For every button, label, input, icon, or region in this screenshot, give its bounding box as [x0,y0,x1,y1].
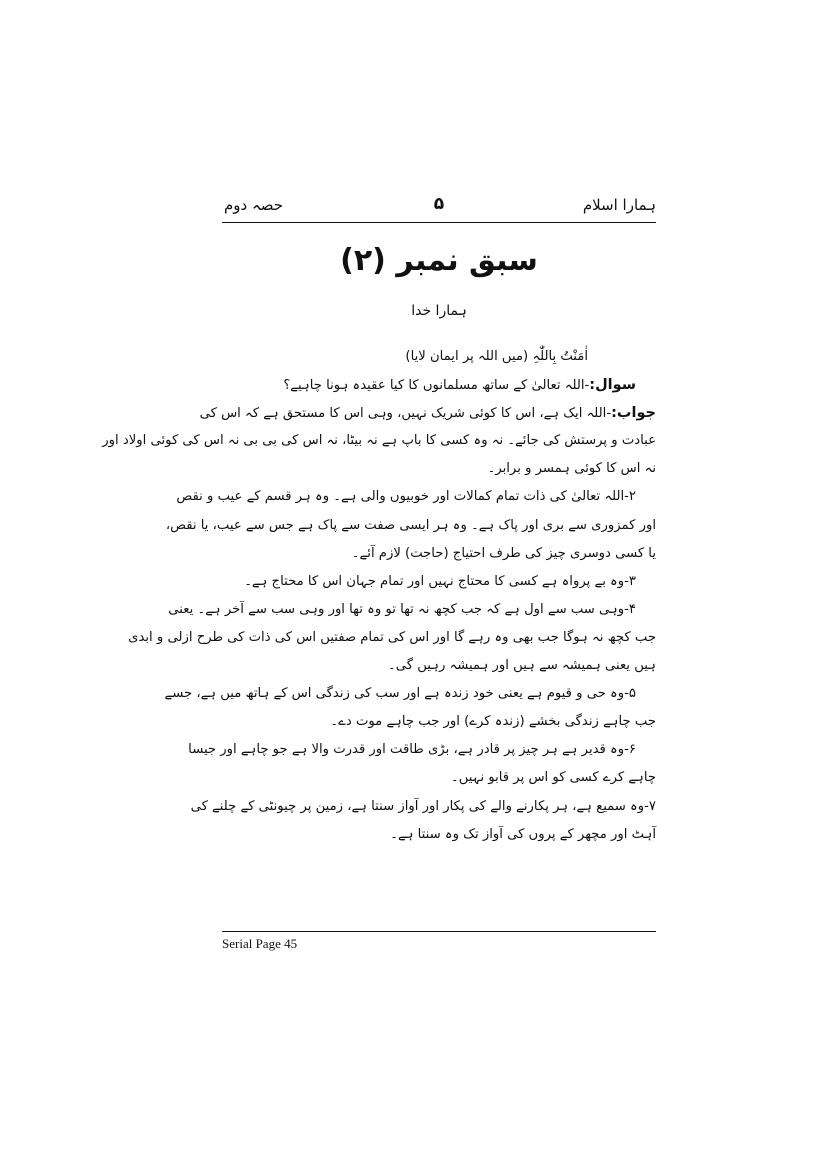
footer-divider [222,931,656,932]
creed-line: اٰمَنْتُ بِاللّٰہِ (میں اللہ پر ایمان لایا) [405,349,588,364]
question-label: سوال: [589,377,636,394]
point-2-line-1: ۲-اللہ تعالیٰ کی ذات تمام کمالات اور خوبیوں والی ہے۔ وہ ہر قسم کے عیب و نقص [176,489,636,505]
header-divider [222,222,656,223]
point-7-line-1: ۷-وہ سمیع ہے، ہر پکارنے والے کی پکار اور آواز سنتا ہے، زمین پر چیونٹی کے چلنے کی [190,798,656,814]
point-2-line-3: یا کسی دوسری چیز کی طرف احتیاج (حاجت) لازم آئے۔ [351,545,656,561]
point-6-line-2: چاہے کرے کسی کو اس پر قابو نہیں۔ [450,770,656,786]
body-text [102,343,656,849]
answer-line-2: عبادت و پرستش کی جائے۔ نہ وہ کسی کا باپ ہے نہ بیٹا، نہ اس کی بی بی نہ اس کی کوئی اولاد اور [102,433,656,449]
question-text: -اللہ تعالیٰ کے ساتھ مسلمانوں کا کیا عقیدہ ہونا چاہیے؟ [283,378,590,394]
part-label: حصہ دوم [224,196,284,214]
answer-text-1: -اللہ ایک ہے، اس کا کوئی شریک نہیں، وہی اس کا مستحق ہے کہ اس کی [199,406,612,422]
page-number: ۵ [433,194,445,214]
point-4-line-3: ہیں یعنی ہمیشہ سے ہیں اور ہمیشہ رہیں گی۔ [388,658,656,674]
point-3-line-1: ۳-وہ بے پرواہ ہے کسی کا محتاج نہیں اور تمام جہان اس کا محتاج ہے۔ [244,573,636,589]
question-line [222,371,656,399]
point-2-line-2: اور کمزوری سے بری اور پاک ہے۔ وہ ہر ایسی صفت سے پاک ہے جس سے عیب، یا نقص، [165,517,656,533]
point-4-line-2: جب کچھ نہ ہوگا جب بھی وہ رہے گا اور اس کی تمام صفتیں اس کی ذات کی طرح ازلی و ابدی [128,629,656,645]
answer-line-1 [199,399,656,427]
lesson-title: سبق نمبر (۲) [340,243,538,278]
point-6-line-1: ۶-وہ قدیر ہے ہر چیز پر قادر ہے، بڑی طاقت اور قدرت والا ہے جو چاہے اور جیسا [188,742,636,758]
page-header [222,194,656,220]
point-4-line-1: ۴-وہی سب سے اول ہے کہ جب کچھ نہ تھا تو وہ تھا اور وہی سب سے آخر ہے۔ یعنی [168,601,636,617]
book-title: ہمارا اسلام [582,196,656,214]
serial-page-label: Serial Page 45 [222,936,298,951]
answer-line-3: نہ اس کا کوئی ہمسر و برابر۔ [487,461,656,477]
point-5-line-2: جب چاہے زندگی بخشے (زندہ کرے) اور جب چاہے موت دے۔ [330,714,656,730]
lesson-subtitle: ہمارا خدا [411,303,467,319]
point-7-line-2: آہٹ اور مچھر کے پروں کی آواز تک وہ سنتا ہے۔ [390,826,656,842]
point-5-line-1: ۵-وہ حی و قیوم ہے یعنی خود زندہ ہے اور سب کی زندگی اس کے ہاتھ میں ہے، جسے [164,686,636,702]
answer-label: جواب: [611,405,656,422]
